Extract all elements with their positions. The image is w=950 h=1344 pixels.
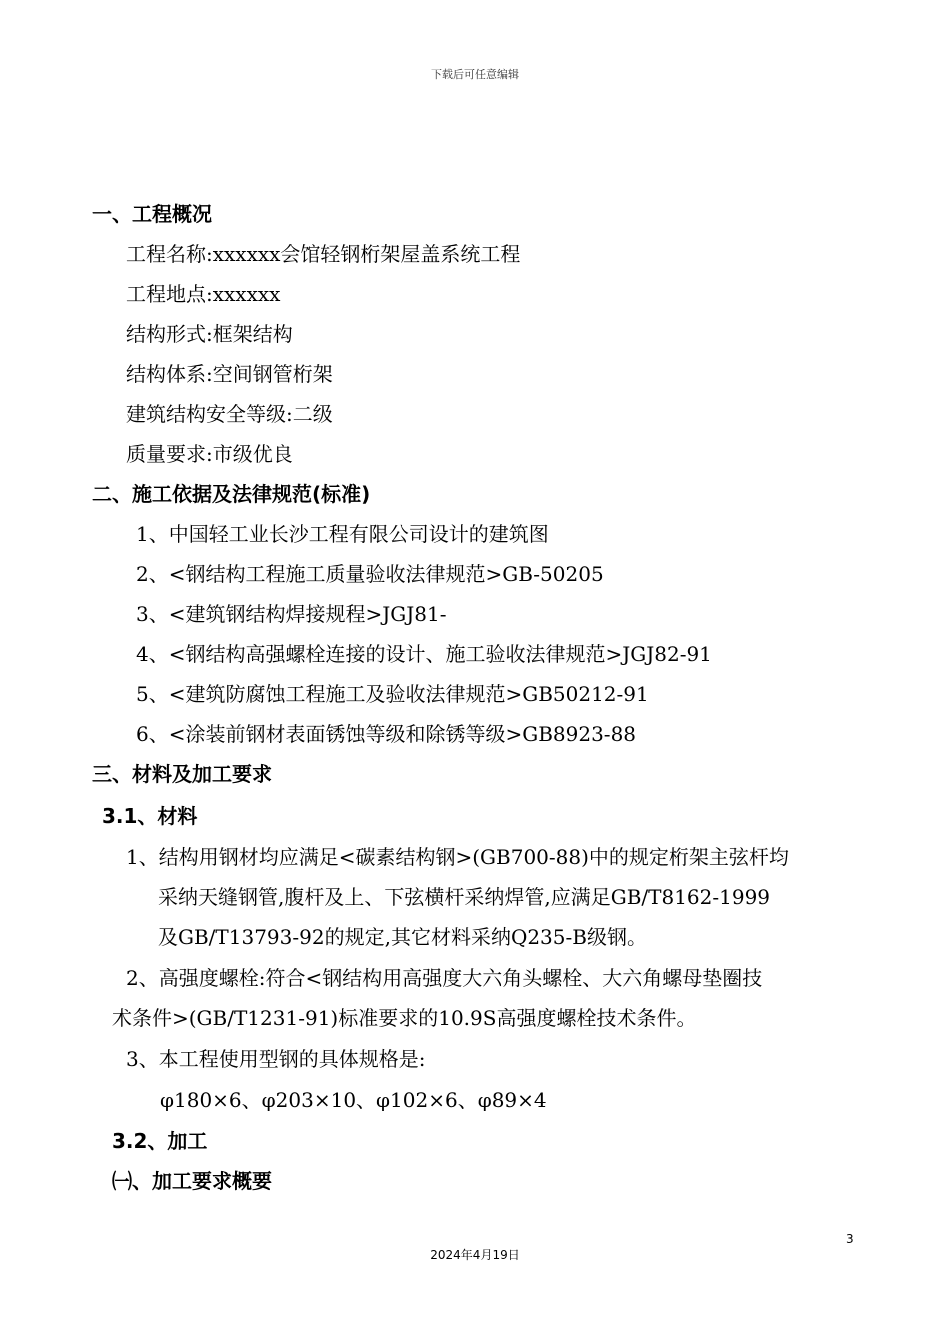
header-note: 下载后可任意编辑 xyxy=(431,68,519,81)
standard-item: 6、<涂装前钢材表面锈蚀等级和除锈等级>GB8923-88 xyxy=(136,722,637,746)
materials-paragraph-1-line-1: 1、结构用钢材均应满足<碳素结构钢>(GB700-88)中的规定桁架主弦杆均 xyxy=(126,845,789,869)
page-number: 3 xyxy=(846,1232,854,1246)
section-2-title: 二、施工依据及法律规范(标准) xyxy=(92,482,371,506)
materials-paragraph-1-line-3: 及GB/T13793-92的规定,其它材料采纳Q235-B级钢。 xyxy=(158,925,647,949)
structure-system: 结构体系:空间钢管桁架 xyxy=(126,362,333,386)
standard-item: 2、<钢结构工程施工质量验收法律规范>GB-50205 xyxy=(136,562,604,586)
steel-specifications: φ180×6、φ203×10、φ102×6、φ89×4 xyxy=(160,1088,547,1112)
standard-item: 3、<建筑钢结构焊接规程>JGJ81- xyxy=(136,602,447,626)
materials-paragraph-2-line-1: 2、高强度螺栓:符合<钢结构用高强度大六角头螺栓、大六角螺母垫圈技 xyxy=(126,966,763,990)
materials-paragraph-1-line-2: 采纳天缝钢管,腹杆及上、下弦横杆采纳焊管,应满足GB/T8162-1999 xyxy=(158,885,771,909)
standard-item: 1、中国轻工业长沙工程有限公司设计的建筑图 xyxy=(136,522,549,546)
subsection-processing-overview: ㈠、加工要求概要 xyxy=(112,1169,272,1193)
subsection-processing: 3.2、加工 xyxy=(112,1129,208,1153)
section-1-title: 一、工程概况 xyxy=(92,202,212,226)
standard-item: 4、<钢结构高强螺栓连接的设计、施工验收法律规范>JGJ82-91 xyxy=(136,642,712,666)
subsection-materials: 3.1、材料 xyxy=(102,804,198,828)
materials-paragraph-2-line-2: 术条件>(GB/T1231-91)标准要求的10.9S高强度螺栓技术条件。 xyxy=(112,1006,697,1030)
materials-paragraph-3: 3、本工程使用型钢的具体规格是: xyxy=(126,1047,426,1071)
quality-requirement: 质量要求:市级优良 xyxy=(126,442,293,466)
footer-date: 2024年4月19日 xyxy=(430,1248,520,1262)
standard-item: 5、<建筑防腐蚀工程施工及验收法律规范>GB50212-91 xyxy=(136,682,649,706)
project-location: 工程地点:xxxxxx xyxy=(126,282,281,306)
project-name: 工程名称:xxxxxx会馆轻钢桁架屋盖系统工程 xyxy=(126,242,521,266)
safety-grade: 建筑结构安全等级:二级 xyxy=(126,402,333,426)
section-3-title: 三、材料及加工要求 xyxy=(92,762,272,786)
structure-form: 结构形式:框架结构 xyxy=(126,322,293,346)
